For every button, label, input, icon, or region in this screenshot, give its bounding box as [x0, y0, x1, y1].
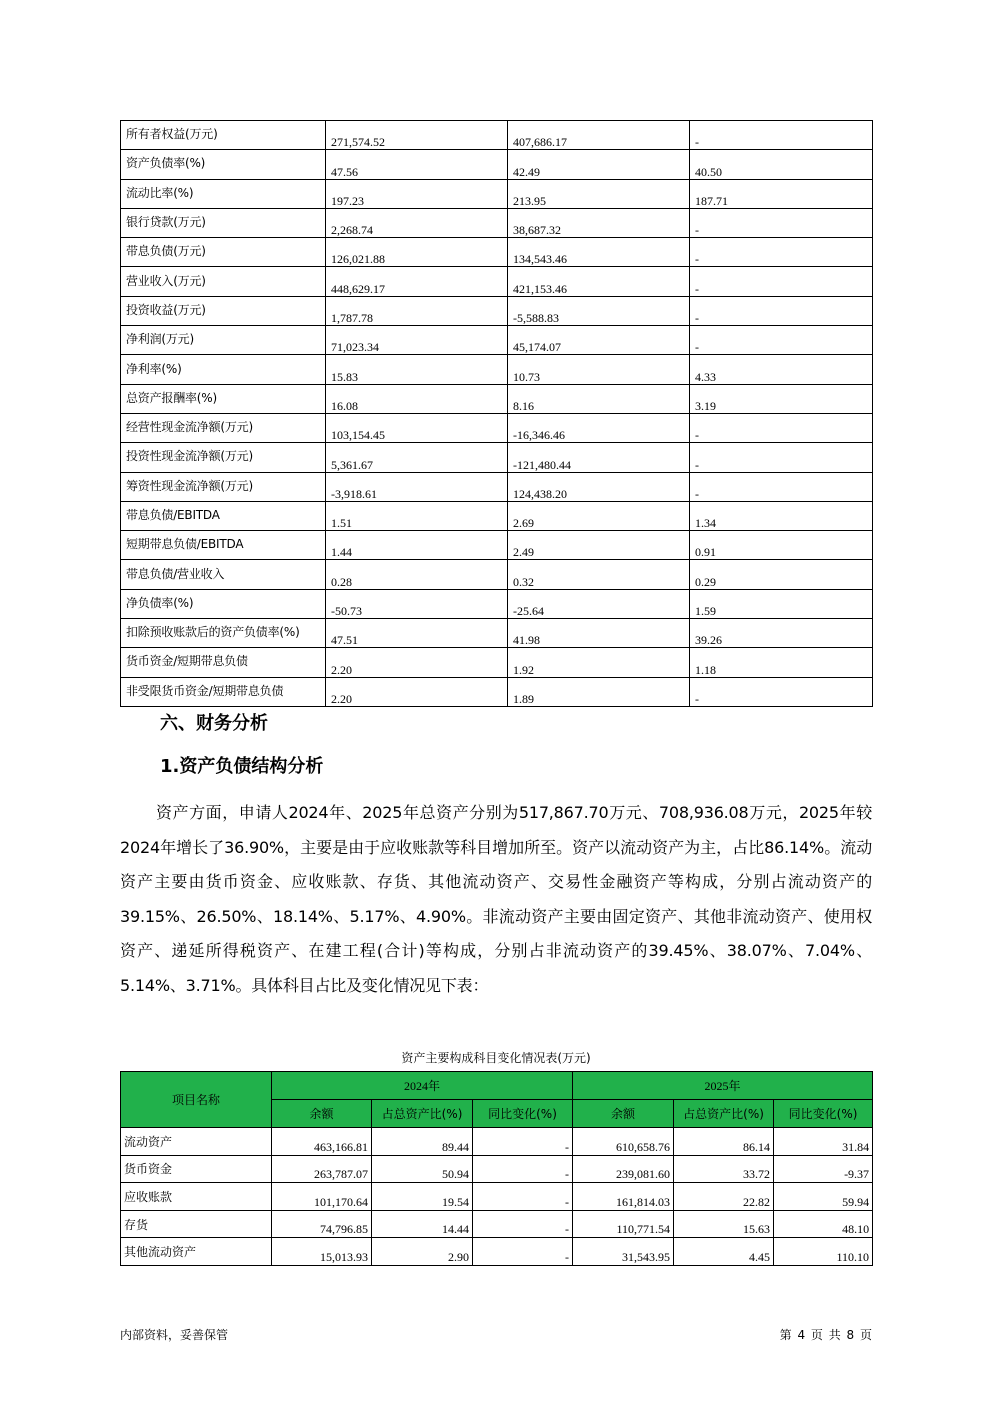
indicator-value: 2.20 — [326, 648, 508, 677]
asset-cell: 19.54 — [372, 1183, 473, 1211]
indicator-value: - — [690, 208, 873, 237]
section-heading: 六、财务分析 — [160, 713, 268, 734]
indicator-value: 4.33 — [690, 355, 873, 384]
indicator-value: 8.16 — [508, 384, 690, 413]
asset-cell: 263,787.07 — [272, 1155, 372, 1183]
indicator-value: 0.91 — [690, 531, 873, 560]
asset-item-name: 存货 — [121, 1210, 272, 1238]
indicator-value: 40.50 — [690, 150, 873, 179]
indicator-value: 38,687.32 — [508, 208, 690, 237]
asset-cell: 15.63 — [674, 1210, 774, 1238]
asset-cell: 610,658.76 — [573, 1128, 674, 1156]
asset-cell: 110.10 — [774, 1238, 873, 1266]
subheader-yoy: 同比变化(%) — [473, 1100, 573, 1128]
indicator-row — [121, 501, 873, 530]
indicator-value: 47.56 — [326, 150, 508, 179]
indicator-label: 货币资金/短期带息负债 — [121, 648, 326, 677]
indicator-value: 213.95 — [508, 179, 690, 208]
asset-cell: 33.72 — [674, 1155, 774, 1183]
indicator-value: 10.73 — [508, 355, 690, 384]
indicator-label: 带息负债/EBITDA — [121, 501, 326, 530]
indicator-value: 1.34 — [690, 501, 873, 530]
indicator-value: 1.92 — [508, 648, 690, 677]
indicator-value: 39.26 — [690, 619, 873, 648]
indicator-label: 筹资性现金流净额(万元) — [121, 472, 326, 501]
asset-cell: -9.37 — [774, 1155, 873, 1183]
asset-cell: 101,170.64 — [272, 1183, 372, 1211]
asset-cell: 74,796.85 — [272, 1210, 372, 1238]
indicator-value: 1.51 — [326, 501, 508, 530]
subheader-yoy: 同比变化(%) — [774, 1100, 873, 1128]
indicator-row — [121, 384, 873, 413]
asset-row — [121, 1155, 873, 1183]
indicator-label: 带息负债(万元) — [121, 238, 326, 267]
asset-cell: 14.44 — [372, 1210, 473, 1238]
asset-cell: 50.94 — [372, 1155, 473, 1183]
asset-row — [121, 1210, 873, 1238]
asset-cell: 86.14 — [674, 1128, 774, 1156]
indicator-value: - — [690, 677, 873, 706]
indicator-label: 所有者权益(万元) — [121, 121, 326, 150]
indicator-value: - — [690, 326, 873, 355]
asset-item-name: 其他流动资产 — [121, 1238, 272, 1266]
indicator-value: 45,174.07 — [508, 326, 690, 355]
indicator-value: 0.32 — [508, 560, 690, 589]
indicator-row — [121, 648, 873, 677]
indicator-row — [121, 296, 873, 325]
indicator-value: - — [690, 238, 873, 267]
asset-cell: 59.94 — [774, 1183, 873, 1211]
subheader-ratio: 占总资产比(%) — [674, 1100, 774, 1128]
indicator-value: -5,588.83 — [508, 296, 690, 325]
asset-cell: - — [473, 1238, 573, 1266]
indicator-label: 投资性现金流净额(万元) — [121, 443, 326, 472]
asset-cell: 161,814.03 — [573, 1183, 674, 1211]
asset-item-name: 流动资产 — [121, 1128, 272, 1156]
asset-structure-table — [120, 1071, 873, 1266]
indicator-label: 资产负债率(%) — [121, 150, 326, 179]
indicator-value: 15.83 — [326, 355, 508, 384]
indicator-label: 经营性现金流净额(万元) — [121, 413, 326, 442]
indicator-row — [121, 121, 873, 150]
footer-confidential-note: 内部资料，妥善保管 — [120, 1328, 229, 1342]
indicator-value: - — [690, 472, 873, 501]
indicator-value: 271,574.52 — [326, 121, 508, 150]
asset-row — [121, 1128, 873, 1156]
asset-cell: 4.45 — [674, 1238, 774, 1266]
asset-row — [121, 1238, 873, 1266]
asset-cell: 463,166.81 — [272, 1128, 372, 1156]
asset-row — [121, 1183, 873, 1211]
indicator-value: - — [690, 296, 873, 325]
indicator-label: 净负债率(%) — [121, 589, 326, 618]
indicator-row — [121, 443, 873, 472]
indicator-row — [121, 413, 873, 442]
header-year-2024: 2024年 — [272, 1072, 573, 1100]
header-year-2025: 2025年 — [573, 1072, 873, 1100]
indicator-label: 总资产报酬率(%) — [121, 384, 326, 413]
indicator-row — [121, 267, 873, 296]
indicator-value: 2.69 — [508, 501, 690, 530]
asset-cell: 2.90 — [372, 1238, 473, 1266]
indicator-value: - — [690, 443, 873, 472]
indicator-row — [121, 472, 873, 501]
analysis-paragraph: 资产方面，申请人2024年、2025年总资产分别为517,867.70万元、708,936.08万元，2025年较2024年增长了36.90%，主要是由于应收账款等科目增加所至。资产以流动资产为主，占比86.14%。流动资产主要由货币资金、应收账款、存货、其他流动资产、交易性金融资产等构成，分别占流动资产的39.15%、26.50%、18.14%、5.17%、4.90%。非流动资产主要由固定资产、其他非流动资产、使用权资产、递延所得税资产、在建工程(合计)等构成，分别占非流动资产的39.45%、38.07%、7.04%、5.14%、3.71%。具体科目占比及变化情况见下表： — [120, 803, 872, 995]
subheader-balance: 余额 — [573, 1100, 674, 1128]
asset-cell: - — [473, 1128, 573, 1156]
indicator-value: 103,154.45 — [326, 413, 508, 442]
table-caption: 资产主要构成科目变化情况表(万元) — [401, 1051, 591, 1065]
indicator-value: - — [690, 121, 873, 150]
indicator-value: -25.64 — [508, 589, 690, 618]
indicator-value: -3,918.61 — [326, 472, 508, 501]
indicator-row — [121, 150, 873, 179]
asset-cell: 31,543.95 — [573, 1238, 674, 1266]
indicator-value: 3.19 — [690, 384, 873, 413]
indicator-value: 448,629.17 — [326, 267, 508, 296]
indicator-value: - — [690, 267, 873, 296]
indicator-value: 47.51 — [326, 619, 508, 648]
financial-indicators-table — [120, 120, 873, 707]
subheader-balance: 余额 — [272, 1100, 372, 1128]
asset-cell: 110,771.54 — [573, 1210, 674, 1238]
indicator-label: 非受限货币资金/短期带息负债 — [121, 677, 326, 706]
indicator-row — [121, 531, 873, 560]
indicator-label: 投资收益(万元) — [121, 296, 326, 325]
indicator-row — [121, 677, 873, 706]
indicator-value: 2,268.74 — [326, 208, 508, 237]
indicator-row — [121, 560, 873, 589]
indicator-label: 短期带息负债/EBITDA — [121, 531, 326, 560]
indicator-row — [121, 238, 873, 267]
indicator-label: 流动比率(%) — [121, 179, 326, 208]
indicator-value: 126,021.88 — [326, 238, 508, 267]
indicator-value: 71,023.34 — [326, 326, 508, 355]
indicator-value: 2.20 — [326, 677, 508, 706]
asset-cell: 89.44 — [372, 1128, 473, 1156]
indicator-value: 42.49 — [508, 150, 690, 179]
indicator-value: 2.49 — [508, 531, 690, 560]
indicator-value: - — [690, 413, 873, 442]
indicator-label: 净利润(万元) — [121, 326, 326, 355]
indicator-value: -50.73 — [326, 589, 508, 618]
indicator-value: -16,346.46 — [508, 413, 690, 442]
indicator-value: 1,787.78 — [326, 296, 508, 325]
indicator-label: 银行贷款(万元) — [121, 208, 326, 237]
indicator-value: 1.89 — [508, 677, 690, 706]
indicator-row — [121, 619, 873, 648]
asset-cell: - — [473, 1155, 573, 1183]
indicator-value: 407,686.17 — [508, 121, 690, 150]
indicator-value: 1.44 — [326, 531, 508, 560]
indicator-row — [121, 326, 873, 355]
asset-cell: - — [473, 1183, 573, 1211]
asset-cell: 22.82 — [674, 1183, 774, 1211]
indicator-label: 扣除预收账款后的资产负债率(%) — [121, 619, 326, 648]
asset-cell: 48.10 — [774, 1210, 873, 1238]
indicator-value: 187.71 — [690, 179, 873, 208]
indicator-value: 0.28 — [326, 560, 508, 589]
asset-cell: 239,081.60 — [573, 1155, 674, 1183]
indicator-row — [121, 355, 873, 384]
asset-cell: - — [473, 1210, 573, 1238]
subheader-ratio: 占总资产比(%) — [372, 1100, 473, 1128]
indicator-label: 带息负债/营业收入 — [121, 560, 326, 589]
indicator-value: 124,438.20 — [508, 472, 690, 501]
indicator-value: 41.98 — [508, 619, 690, 648]
footer-page-number: 第 4 页 共 8 页 — [779, 1328, 872, 1342]
indicator-value: 197.23 — [326, 179, 508, 208]
indicator-value: 134,543.46 — [508, 238, 690, 267]
indicator-label: 营业收入(万元) — [121, 267, 326, 296]
indicator-value: -121,480.44 — [508, 443, 690, 472]
indicator-value: 1.59 — [690, 589, 873, 618]
indicator-value: 16.08 — [326, 384, 508, 413]
header-item-name: 项目名称 — [121, 1072, 272, 1128]
indicator-value: 5,361.67 — [326, 443, 508, 472]
subsection-heading: 1.资产负债结构分析 — [160, 756, 324, 777]
indicator-value: 421,153.46 — [508, 267, 690, 296]
indicator-value: 1.18 — [690, 648, 873, 677]
asset-item-name: 货币资金 — [121, 1155, 272, 1183]
asset-cell: 15,013.93 — [272, 1238, 372, 1266]
indicator-value: 0.29 — [690, 560, 873, 589]
asset-item-name: 应收账款 — [121, 1183, 272, 1211]
asset-cell: 31.84 — [774, 1128, 873, 1156]
indicator-label: 净利率(%) — [121, 355, 326, 384]
indicator-row — [121, 179, 873, 208]
indicator-row — [121, 208, 873, 237]
indicator-row — [121, 589, 873, 618]
